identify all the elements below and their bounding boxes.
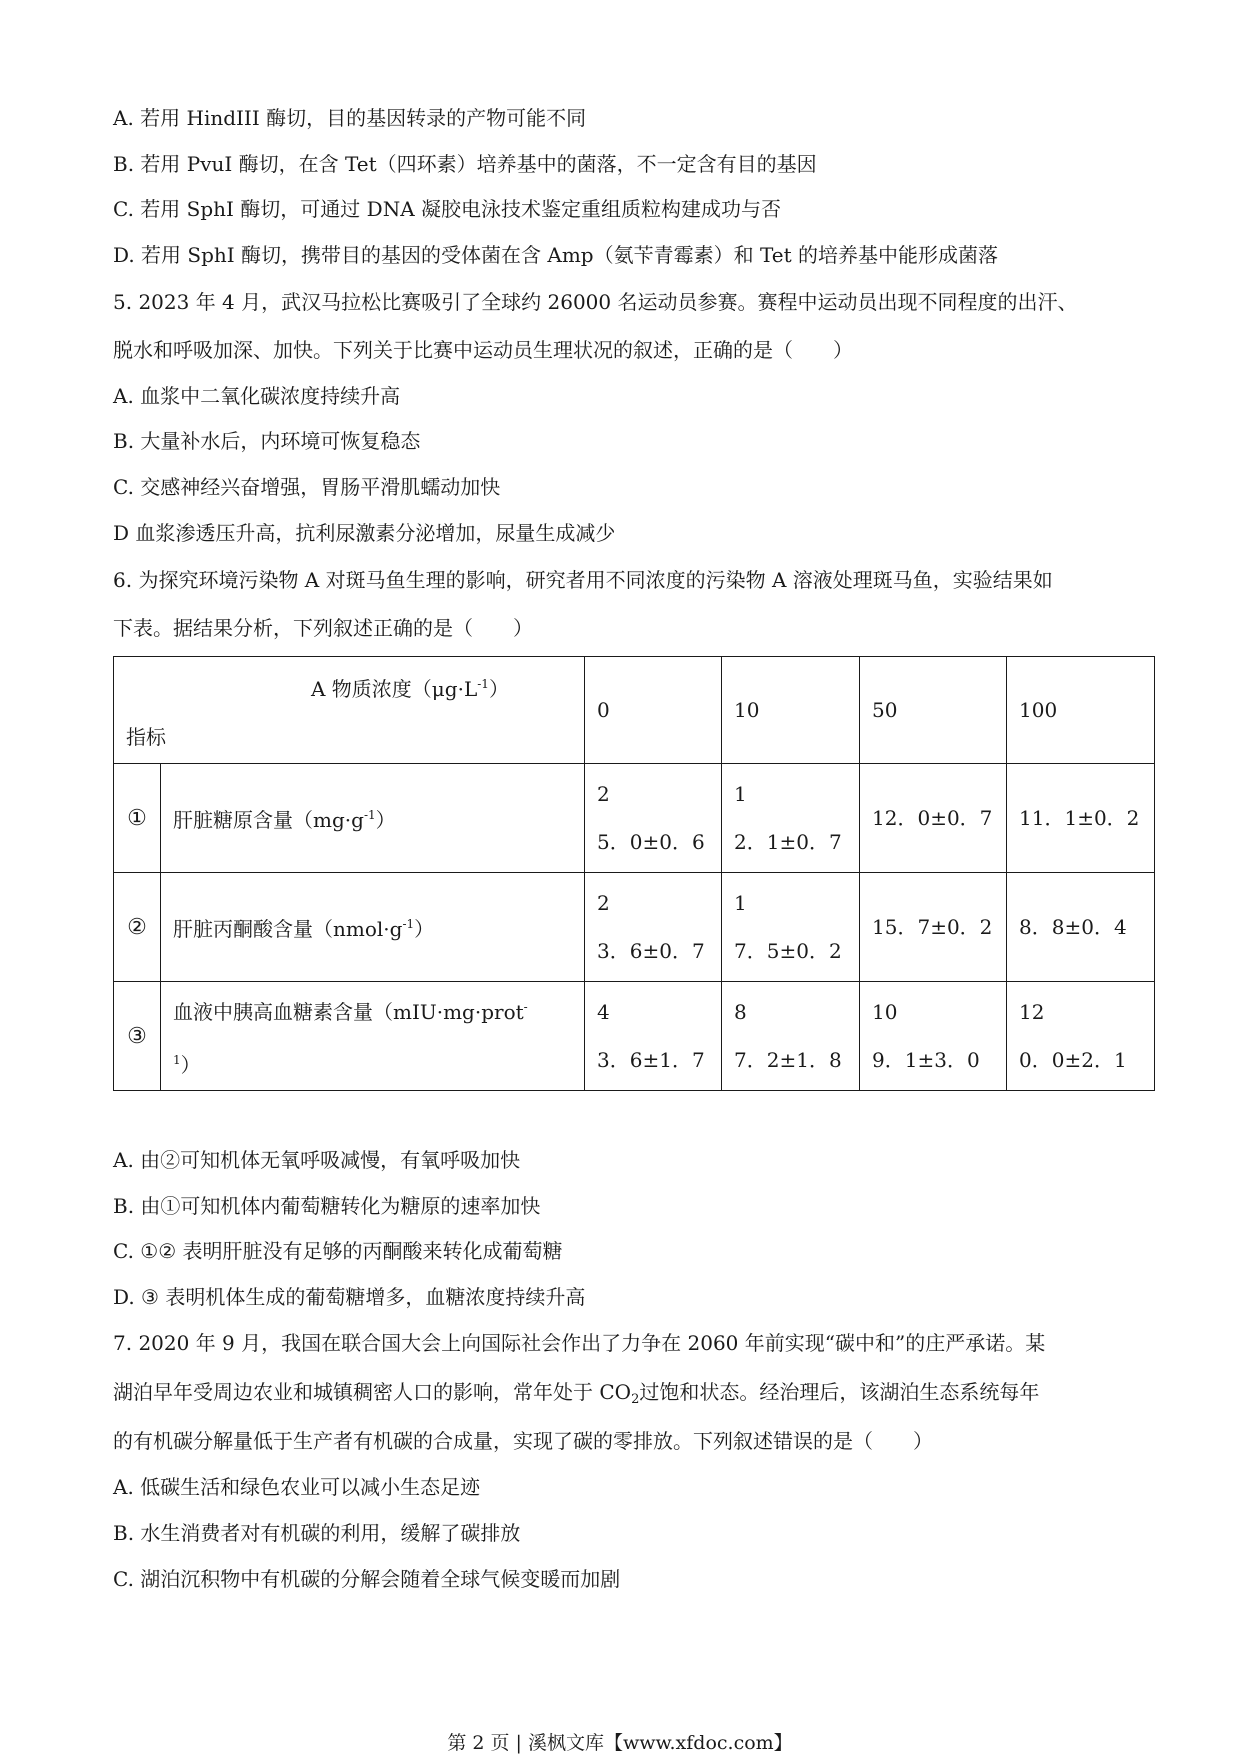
q6-option-d: D. ③ 表明机体生成的葡萄糖增多，血糖浓度持续升高 [113, 1285, 586, 1309]
q5-stem-line2: 脱水和呼吸加深、加快。下列关于比赛中运动员生理状况的叙述，正确的是（ ） [113, 338, 853, 362]
q6-option-b: B. 由①可知机体内葡萄糖转化为糖原的速率加快 [113, 1194, 541, 1218]
q7-stem-line2: 湖泊早年受周边农业和城镇稠密人口的影响，常年处于 $CO_2$过饱和状态。经治理后，该湖泊生态系统每年 [113, 1380, 1040, 1407]
table-header-row [114, 657, 1155, 764]
table-cell: 2 3．6±0．7 [585, 873, 722, 982]
header-indicator: 指标 [126, 724, 166, 749]
q4-option-a: A. 若用 HindIII 酶切，目的基因转录的产物可能不同 [113, 106, 587, 130]
q6-stem-line1: 6. 为探究环境污染物 A 对斑马鱼生理的影响，研究者用不同浓度的污染物 A 溶液处理斑马鱼，实验结果如 [113, 568, 1053, 592]
table-row [114, 982, 1155, 1091]
row-label: 血液中胰高血糖素含量（mIU·mg·prot- $^1$） [161, 982, 585, 1091]
table-cell: 10 9．1±3．0 [860, 982, 1007, 1091]
table-cell: 15．7±0．2 [860, 873, 1007, 982]
header-conc-10: 10 [722, 657, 860, 764]
table-cell: 11．1±0．2 [1007, 764, 1155, 873]
header-concentration: A 物质浓度$(\mu g\cdot L^{-1})$ [311, 676, 509, 701]
header-diagonal-cell [114, 657, 585, 764]
q7-stem-line1: 7. 2020 年 9 月，我国在联合国大会上向国际社会作出了力争在 2060 年前实现“碳中和”的庄严承诺。某 [113, 1331, 1046, 1355]
q4-option-c: C. 若用 SphⅠ 酶切，可通过 DNA 凝胶电泳技术鉴定重组质粒构建成功与否 [113, 197, 781, 221]
table-cell: 8 7．2±1．8 [722, 982, 860, 1091]
row-number: ③ [114, 982, 161, 1091]
q6-option-a: A. 由②可知机体无氧呼吸减慢，有氧呼吸加快 [113, 1148, 521, 1172]
table-row [114, 764, 1155, 873]
q5-stem-line1: 5. 2023 年 4 月，武汉马拉松比赛吸引了全球约 26000 名运动员参赛。赛程中运动员出现不同程度的出汗、 [113, 290, 1078, 314]
row-label: 肝脏糖原含量$(mg\cdot g^{-1})$ [161, 764, 585, 873]
table-cell: 2 5．0±0．6 [585, 764, 722, 873]
q7-option-c: C. 湖泊沉积物中有机碳的分解会随着全球气候变暖而加剧 [113, 1567, 621, 1591]
q7-option-b: B. 水生消费者对有机碳的利用，缓解了碳排放 [113, 1521, 521, 1545]
q5-option-b: B. 大量补水后，内环境可恢复稳态 [113, 429, 421, 453]
row-label: 肝脏丙酮酸含量$(nmol\cdot g^{-1})$ [161, 873, 585, 982]
row-number: ① [114, 764, 161, 873]
q4-option-b: B. 若用 PvuⅠ 酶切，在含 Tet（四环素）培养基中的菌落，不一定含有目的基因 [113, 152, 817, 176]
q4-option-d: D. 若用 SphⅠ 酶切，携带目的基因的受体菌在含 Amp（氨苄青霉素）和 Tet 的培养基中能形成菌落 [113, 243, 998, 267]
q7-stem-line3: 的有机碳分解量低于生产者有机碳的合成量，实现了碳的零排放。下列叙述错误的是（ ） [113, 1429, 933, 1453]
table-cell: 12 0．0±2．1 [1007, 982, 1155, 1091]
table-cell: 8．8±0．4 [1007, 873, 1155, 982]
table-cell: 1 2．1±0．7 [722, 764, 860, 873]
header-conc-0: 0 [585, 657, 722, 764]
q6-option-c: C. ①② 表明肝脏没有足够的丙酮酸来转化成葡萄糖 [113, 1239, 563, 1263]
q5-option-d: D 血浆渗透压升高，抗利尿激素分泌增加，尿量生成减少 [113, 521, 616, 545]
table-cell: 4 3．6±1．7 [585, 982, 722, 1091]
header-conc-50: 50 [860, 657, 1007, 764]
table-cell: 12．0±0．7 [860, 764, 1007, 873]
q6-stem-line2: 下表。据结果分析，下列叙述正确的是（ ） [113, 616, 533, 640]
table-cell: 1 7．5±0．2 [722, 873, 860, 982]
results-table [113, 656, 1155, 1091]
page-footer: 第 2 页 | 溪枫文库【www.xfdoc.com】 [447, 1732, 793, 1754]
table-row [114, 873, 1155, 982]
q5-option-c: C. 交感神经兴奋增强，胃肠平滑肌蠕动加快 [113, 475, 501, 499]
header-conc-100: 100 [1007, 657, 1155, 764]
q7-option-a: A. 低碳生活和绿色农业可以减小生态足迹 [113, 1475, 481, 1499]
row-number: ② [114, 873, 161, 982]
q5-option-a: A. 血浆中二氧化碳浓度持续升高 [113, 384, 401, 408]
